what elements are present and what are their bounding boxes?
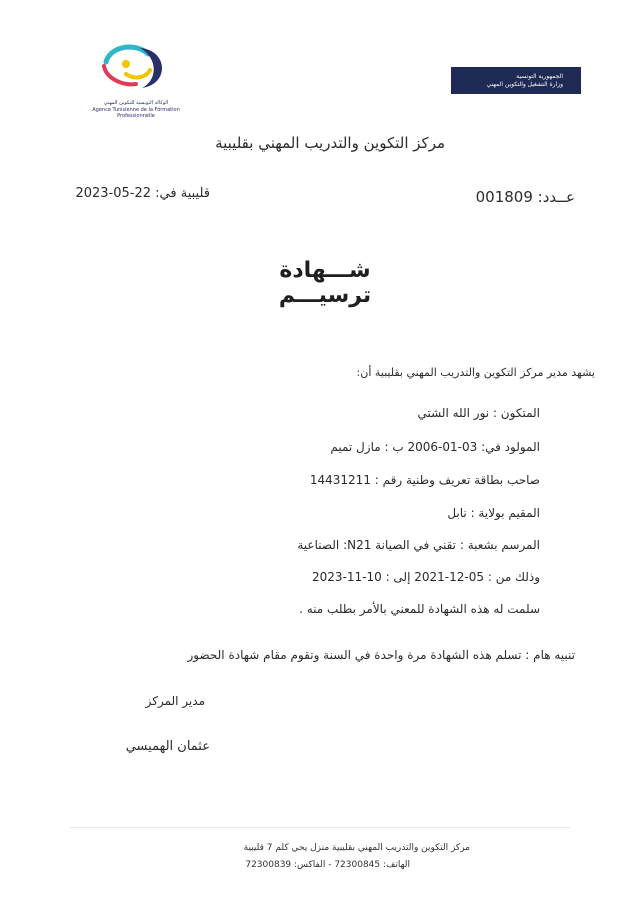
field-specialty: المرسم بشعبة : تقني في الصيانة N21: الصناعية — [297, 538, 540, 552]
field-period: وذلك من : 05-12-2021 إلى : 10-11-2023 — [311, 570, 540, 584]
logo-dot-yellow — [122, 60, 130, 68]
agency-name-ar: الوكالة التونسية للتكوين المهني — [103, 100, 169, 106]
footer-divider — [70, 827, 570, 828]
ministry-line-2: وزارة التشغيل والتكوين المهني — [486, 81, 563, 88]
signatory-role: مدير المركز — [145, 694, 205, 708]
ministry-banner — [451, 67, 581, 94]
certificate-number: عــدد: 001809 — [475, 188, 575, 206]
issue-date: قليبية في: 22-05-2023 — [75, 186, 210, 201]
field-delivered: سلمت له هذه الشهادة للمعني بالأمر بطلب منه . — [299, 602, 540, 616]
logo-arc-yellow — [126, 70, 150, 77]
logo-arc-teal — [106, 47, 148, 62]
signatory-name: عثمان الهميسي — [125, 739, 210, 754]
certificate-title: شـــهادة ترسيـــم — [278, 258, 372, 308]
footer-contact: الهاتف: 72300845 - الفاكس: 72300839 — [245, 860, 410, 870]
important-note: تنبيه هام : تسلم هذه الشهادة مرة واحدة في السنة وتقوم مقام شهادة الحضور — [187, 648, 575, 662]
field-id-card: صاحب بطاقة تعريف وطنية رقم : 14431211 — [309, 473, 540, 487]
agency-name-fr: Agence Tunisienne de la Formation Professionnelle — [92, 107, 180, 119]
intro-text: يشهد مدير مركز التكوين والتدريب المهني بقليبية أن: — [356, 366, 595, 379]
field-trainee: المتكون : نور الله الشتي — [417, 406, 540, 420]
footer-address: مركز التكوين والتدريب المهني بقليبية منزل يحي كلم 7 قليبية — [243, 843, 470, 853]
logo-crescent-navy — [140, 48, 162, 88]
ministry-line-1: الجمهورية التونسية — [516, 73, 563, 80]
center-name: مركز التكوين والتدريب المهني بقليبية — [215, 134, 445, 152]
atfp-logo — [96, 40, 176, 92]
field-residence: المقيم بولاية : نابل — [447, 506, 540, 520]
field-birth: المولود في: 03-01-2006 ب : مازل تميم — [330, 440, 540, 454]
